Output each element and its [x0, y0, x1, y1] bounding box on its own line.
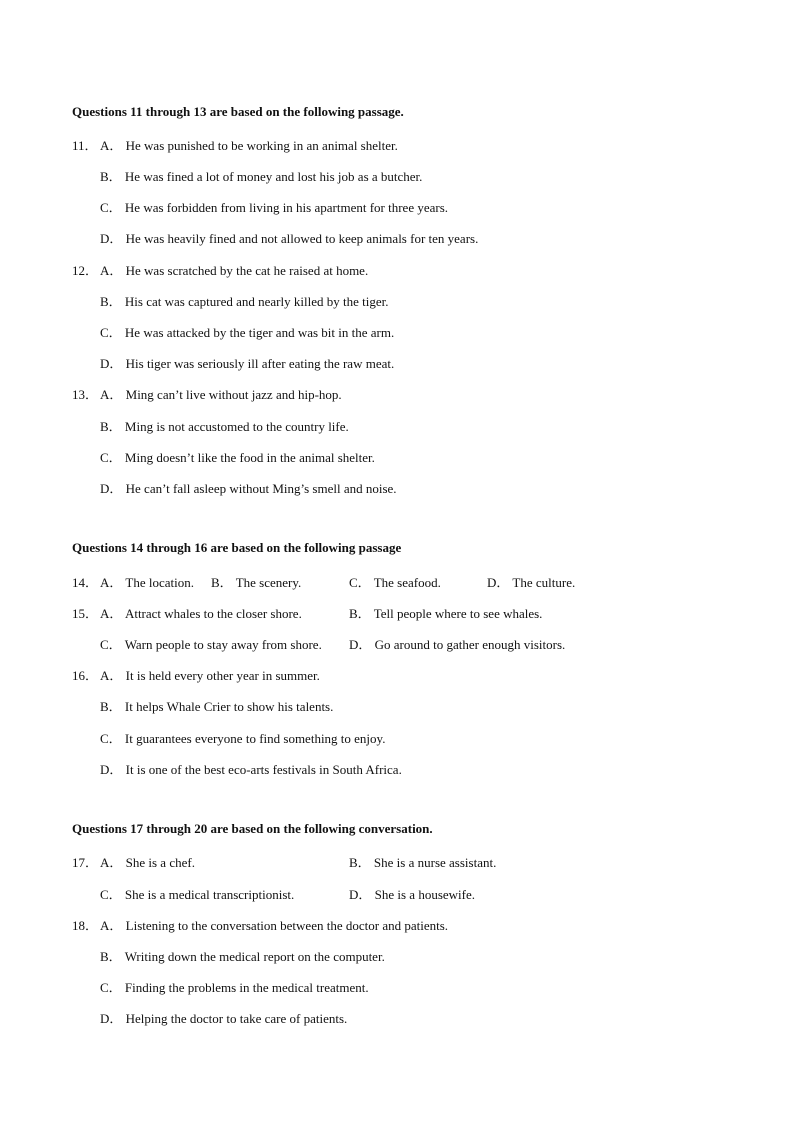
question-number: 12．: [72, 263, 99, 278]
option-letter: B．: [349, 606, 371, 621]
question-number: 18．: [72, 918, 99, 933]
option-letter: B．: [100, 699, 122, 714]
option-b: [349, 603, 542, 622]
option-c: [100, 447, 375, 466]
section-heading: Questions 14 through 16 are based on the following passage: [72, 540, 402, 555]
option-letter: D．: [100, 481, 123, 496]
option-text: The scenery.: [235, 575, 302, 590]
option-b: [100, 696, 333, 715]
option-d: [100, 228, 478, 247]
option-b: [100, 416, 349, 435]
option-letter: C．: [100, 731, 122, 746]
option-letter: A．: [100, 918, 123, 933]
question-number: 14．: [72, 575, 99, 590]
option-text: He was scratched by the cat he raised at home.: [125, 263, 369, 278]
option-letter: C．: [100, 450, 122, 465]
option-letter: D．: [100, 762, 123, 777]
question-number: 17．: [72, 855, 99, 870]
option-text: He was fined a lot of money and lost his job as a butcher.: [124, 169, 423, 184]
option-letter: C．: [349, 575, 371, 590]
option-b: [100, 166, 422, 185]
option-letter: D．: [349, 887, 372, 902]
option-d: [100, 353, 394, 372]
option-text: He was heavily fined and not allowed to keep animals for ten years.: [125, 231, 479, 246]
option-d: [100, 1008, 347, 1027]
option-letter: A．: [100, 606, 123, 621]
option-text: She is a nurse assistant.: [373, 855, 497, 870]
option-letter: D．: [100, 1011, 123, 1026]
option-letter: A．: [100, 387, 123, 402]
option-letter: B．: [349, 855, 371, 870]
option-a: [100, 384, 342, 403]
section-heading: Questions 11 through 13 are based on the following passage.: [72, 104, 404, 119]
option-text: She is a housewife.: [374, 887, 476, 902]
option-text: The culture.: [512, 575, 576, 590]
option-letter: A．: [100, 263, 123, 278]
option-text: Warn people to stay away from shore.: [124, 637, 322, 652]
option-text: He can’t fall asleep without Ming’s smell and noise.: [125, 481, 397, 496]
option-text: She is a chef.: [125, 855, 195, 870]
option-text: His cat was captured and nearly killed by the tiger.: [124, 294, 389, 309]
option-letter: C．: [100, 637, 122, 652]
option-text: Ming can’t live without jazz and hip-hop.: [125, 387, 342, 402]
option-d: [100, 478, 397, 497]
option-a: [100, 603, 302, 622]
option-letter: A．: [100, 855, 123, 870]
option-text: Finding the problems in the medical treatment.: [124, 980, 369, 995]
option-letter: C．: [100, 200, 122, 215]
option-a: [100, 572, 194, 591]
option-letter: B．: [100, 294, 122, 309]
option-letter: D．: [349, 637, 372, 652]
option-letter: B．: [100, 169, 122, 184]
option-d: [349, 884, 475, 903]
section-heading: Questions 17 through 20 are based on the following conversation.: [72, 821, 433, 836]
option-c: [100, 728, 385, 747]
option-c: [100, 322, 394, 341]
option-text: Writing down the medical report on the computer.: [124, 949, 385, 964]
option-d: [349, 634, 565, 653]
option-letter: B．: [100, 419, 122, 434]
option-letter: A．: [100, 668, 123, 683]
option-text: It helps Whale Crier to show his talents.: [124, 699, 334, 714]
option-text: Helping the doctor to take care of patients.: [125, 1011, 348, 1026]
option-text: She is a medical transcriptionist.: [124, 887, 295, 902]
option-letter: D．: [487, 575, 510, 590]
option-b: [211, 572, 301, 591]
option-letter: C．: [100, 887, 122, 902]
option-text: It is one of the best eco-arts festivals in South Africa.: [125, 762, 402, 777]
option-b: [349, 852, 496, 871]
option-c: [100, 197, 448, 216]
option-letter: B．: [211, 575, 233, 590]
option-text: Attract whales to the closer shore.: [124, 606, 302, 621]
question-number: 13．: [72, 387, 99, 402]
option-letter: A．: [100, 575, 123, 590]
option-text: The location.: [125, 575, 194, 590]
option-letter: B．: [100, 949, 122, 964]
option-text: Listening to the conversation between the doctor and patients.: [125, 918, 449, 933]
option-c: [100, 977, 369, 996]
option-text: Ming doesn’t like the food in the animal shelter.: [124, 450, 375, 465]
question-number: 11．: [72, 138, 98, 153]
option-text: Tell people where to see whales.: [373, 606, 543, 621]
option-a: [100, 915, 448, 934]
question-number: 16．: [72, 668, 99, 683]
option-a: [100, 260, 368, 279]
option-c: [349, 572, 441, 591]
option-d: [487, 572, 575, 591]
option-letter: C．: [100, 325, 122, 340]
option-a: [100, 665, 320, 684]
option-text: He was forbidden from living in his apartment for three years.: [124, 200, 449, 215]
option-c: [100, 884, 294, 903]
option-text: He was punished to be working in an animal shelter.: [125, 138, 398, 153]
option-letter: D．: [100, 356, 123, 371]
option-text: He was attacked by the tiger and was bit in the arm.: [124, 325, 395, 340]
option-text: Ming is not accustomed to the country life.: [124, 419, 349, 434]
option-d: [100, 759, 402, 778]
option-text: His tiger was seriously ill after eating the raw meat.: [125, 356, 395, 371]
option-b: [100, 291, 388, 310]
option-a: [100, 852, 195, 871]
option-b: [100, 946, 385, 965]
option-text: Go around to gather enough visitors.: [374, 637, 566, 652]
option-c: [100, 634, 322, 653]
option-text: It guarantees everyone to find something to enjoy.: [124, 731, 386, 746]
question-number: 15．: [72, 606, 99, 621]
option-letter: A．: [100, 138, 123, 153]
option-text: The seafood.: [373, 575, 441, 590]
option-letter: C．: [100, 980, 122, 995]
option-letter: D．: [100, 231, 123, 246]
option-a: [100, 135, 398, 154]
option-text: It is held every other year in summer.: [125, 668, 320, 683]
